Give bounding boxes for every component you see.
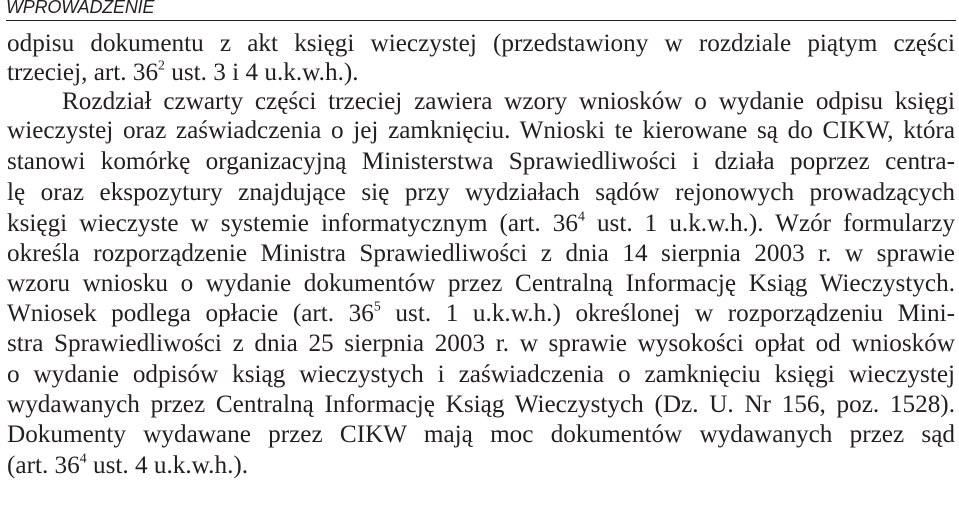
text-line: określa rozporządzenie Ministra Sprawiedliwości z dnia 14 sierpnia 2003 r. w sprawie xyxy=(7,240,955,267)
text-line: Dokumenty wydawane przez CIKW mają moc dokumentów wydawanych przez sąd xyxy=(7,421,955,448)
text-line: stanowi komórkę organizacyjną Ministerstwa Sprawiedliwości i działa poprzez centra- xyxy=(7,148,955,175)
text-line: (art. $36^4$ ust. 4 u.k.w.h.). xyxy=(7,450,249,479)
text-line: Wniosek podlega opłacie (art. $36^5$ ust. 1 u.k.w.h.) określonej w rozporządzeniu Mini- xyxy=(7,298,955,327)
section-title: WPROWADZENIE xyxy=(6,0,155,17)
text-line: trzeciej, art. $36^2$ ust. 3 i 4 u.k.w.h.). xyxy=(7,57,359,86)
text-line: wieczystej oraz zaświadczenia o jej zamknięciu. Wnioski te kierowane są do CIKW, która xyxy=(7,117,955,144)
running-header xyxy=(6,0,956,21)
text-line: wydawanych przez Centralną Informację Ksiąg Wieczystych (Dz. U. Nr 156, poz. 1528). xyxy=(7,391,955,418)
superscript: 4 xyxy=(577,208,585,224)
text-line: wzoru wniosku o wydanie dokumentów przez Centralną Informację Ksiąg Wieczystych. xyxy=(7,270,955,297)
text-line: odpisu dokumentu z akt księgi wieczystej (przedstawiony w rozdziale piątym części xyxy=(7,30,955,57)
superscript: 5 xyxy=(373,298,381,314)
text-line: Rozdział czwarty części trzeciej zawiera wzory wniosków o wydanie odpisu księgi xyxy=(62,88,955,115)
text-line: o wydanie odpisów ksiąg wieczystych i zaświadczenia o zamknięciu księgi wieczystej xyxy=(7,361,955,388)
text-line: stra Sprawiedliwości z dnia 25 sierpnia 2003 r. w sprawie wysokości opłat od wniosków xyxy=(7,330,955,357)
superscript: 4 xyxy=(79,450,87,466)
text-line: księgi wieczyste w systemie informatycznym (art. $36^4$ ust. 1 u.k.w.h.). Wzór formularzy xyxy=(7,208,955,237)
text-line: lę oraz ekspozytury znajdujące się przy wydziałach sądów rejonowych prowadzących xyxy=(7,179,955,206)
superscript: 2 xyxy=(158,57,165,73)
